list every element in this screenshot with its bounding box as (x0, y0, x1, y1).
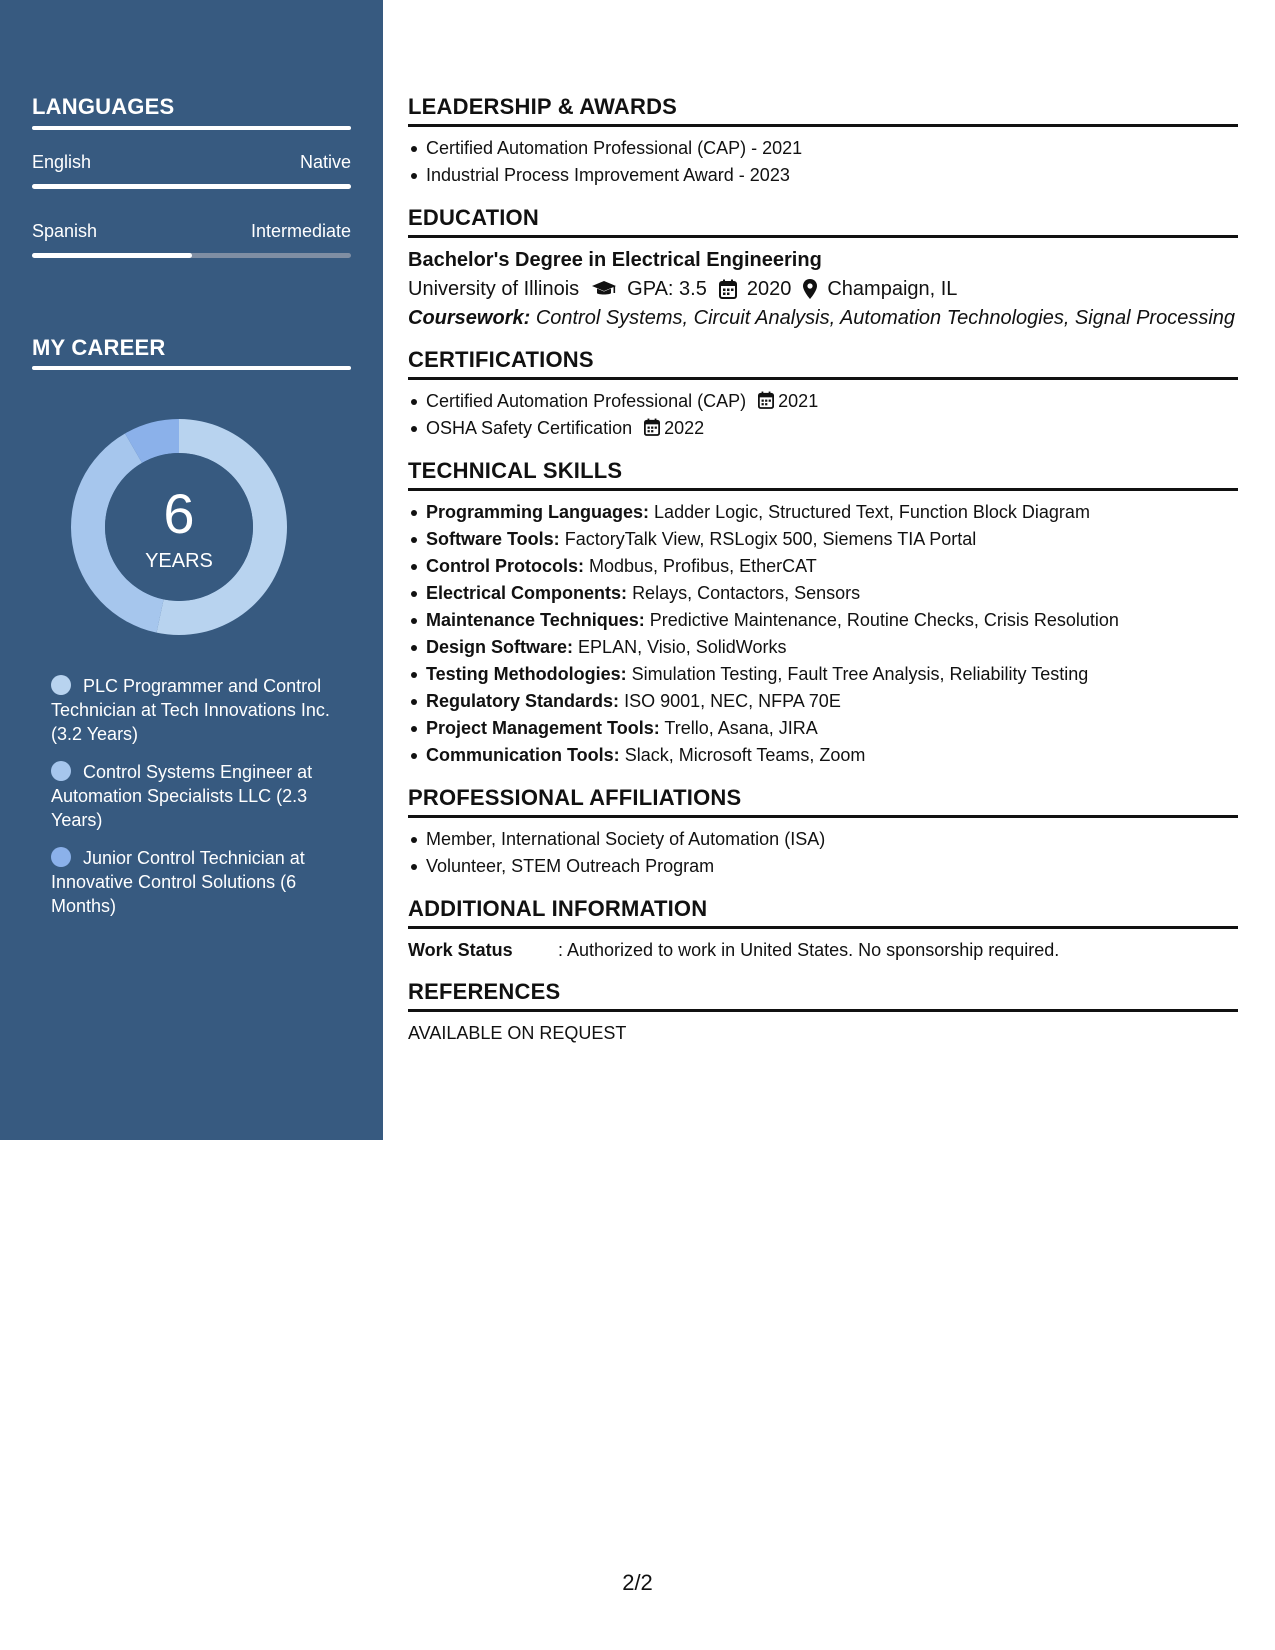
career-item-text: Control Systems Engineer at Automation Specialists LLC (2.3 Years) (51, 762, 313, 830)
section-title: LEADERSHIP & AWARDS (408, 94, 1238, 127)
skill-label: Testing Methodologies: (426, 664, 627, 684)
language-row-spanish (32, 221, 351, 242)
career-item (51, 760, 336, 832)
work-status-row (408, 937, 1238, 963)
skill-item (408, 580, 1238, 607)
section-title: CERTIFICATIONS (408, 347, 1238, 380)
language-row-english (32, 152, 351, 173)
career-donut (66, 414, 292, 640)
references-text: AVAILABLE ON REQUEST (408, 1023, 627, 1043)
career-item-text: PLC Programmer and Control Technician at Tech Innovations Inc. (3.2 Years) (51, 676, 330, 744)
skill-value: Modbus, Profibus, EtherCAT (589, 556, 817, 576)
skill-item (408, 688, 1238, 715)
career-item (51, 674, 336, 746)
certification-item (408, 415, 1238, 442)
sidebar (0, 0, 383, 1140)
skill-label: Design Software: (426, 637, 574, 657)
certification-year: 2022 (664, 418, 705, 438)
skill-item (408, 715, 1238, 742)
skill-item (408, 526, 1238, 553)
leadership-section (408, 94, 1238, 189)
skill-item (408, 499, 1238, 526)
career-heading: MY CAREER (32, 335, 166, 360)
gpa: GPA: 3.5 (627, 278, 707, 300)
certification-name: Certified Automation Professional (CAP) (426, 391, 747, 411)
coursework (408, 306, 1238, 331)
school-location: Champaign, IL (827, 278, 958, 300)
list-item: Member, International Society of Automation (ISA) (408, 826, 1238, 853)
list-item: Industrial Process Improvement Award - 2023 (408, 162, 1238, 189)
legend-dot-icon (51, 675, 71, 695)
main-content (408, 94, 1238, 1062)
skill-value: Trello, Asana, JIRA (664, 718, 818, 738)
skill-item (408, 634, 1238, 661)
career-rule (32, 366, 351, 370)
legend-dot-icon (51, 847, 71, 867)
skill-label: Communication Tools: (426, 745, 620, 765)
certification-name: OSHA Safety Certification (426, 418, 633, 438)
skill-value: Predictive Maintenance, Routine Checks, Crisis Resolution (649, 610, 1119, 630)
coursework-label: Coursework: (408, 307, 531, 329)
section-title: TECHNICAL SKILLS (408, 458, 1238, 491)
language-level: Native (299, 152, 351, 172)
degree-title: Bachelor's Degree in Electrical Engineering (408, 249, 822, 271)
skill-value: EPLAN, Visio, SolidWorks (578, 637, 787, 657)
list-item: Certified Automation Professional (CAP) - 2021 (408, 135, 1238, 162)
language-bar-spanish (32, 253, 351, 258)
education-section (408, 205, 1238, 331)
section-title: ADDITIONAL INFORMATION (408, 896, 1238, 929)
coursework-text: Control Systems, Circuit Analysis, Automation Technologies, Signal Processing (535, 307, 1236, 329)
graduation-year: 2020 (746, 278, 792, 300)
certification-year: 2021 (778, 391, 819, 411)
skill-value: Slack, Microsoft Teams, Zoom (624, 745, 866, 765)
language-bar-english (32, 184, 351, 189)
skill-label: Electrical Components: (426, 583, 628, 603)
calendar-icon (758, 391, 774, 409)
languages-heading: LANGUAGES (32, 94, 175, 119)
skill-label: Project Management Tools: (426, 718, 660, 738)
skill-value: FactoryTalk View, RSLogix 500, Siemens TIA Portal (564, 529, 977, 549)
graduation-cap-icon (591, 280, 617, 298)
skill-label: Software Tools: (426, 529, 560, 549)
skill-value: Relays, Contactors, Sensors (632, 583, 861, 603)
skill-value: ISO 9001, NEC, NFPA 70E (624, 691, 841, 711)
work-status-label: Work Status (408, 940, 513, 960)
work-status-value: : Authorized to work in United States. No sponsorship required. (558, 940, 1060, 960)
list-item: Volunteer, STEM Outreach Program (408, 853, 1238, 880)
page-number: 2/2 (622, 1570, 653, 1595)
career-item (51, 846, 336, 918)
section-title: PROFESSIONAL AFFILIATIONS (408, 785, 1238, 818)
location-pin-icon (803, 279, 817, 299)
language-bar-fill (32, 253, 192, 258)
skill-item (408, 742, 1238, 769)
certifications-section (408, 347, 1238, 442)
references-section (408, 979, 1238, 1046)
school-name: University of Illinois (408, 278, 580, 300)
legend-dot-icon (51, 761, 71, 781)
skill-item (408, 553, 1238, 580)
skill-item (408, 607, 1238, 634)
skill-label: Control Protocols: (426, 556, 584, 576)
language-bar-fill (32, 184, 351, 189)
language-name: English (32, 152, 92, 172)
language-name: Spanish (32, 221, 98, 241)
skill-label: Programming Languages: (426, 502, 650, 522)
career-years-label: YEARS (145, 550, 213, 572)
additional-info-section (408, 896, 1238, 963)
education-details (408, 274, 1238, 304)
skill-label: Regulatory Standards: (426, 691, 620, 711)
section-title: EDUCATION (408, 205, 1238, 238)
career-years-number: 6 (163, 482, 195, 545)
language-level: Intermediate (250, 221, 351, 241)
calendar-icon (644, 418, 660, 436)
skill-value: Simulation Testing, Fault Tree Analysis, Reliability Testing (631, 664, 1089, 684)
career-item-text: Junior Control Technician at Innovative Control Solutions (6 Months) (51, 848, 305, 916)
calendar-icon (719, 279, 737, 299)
certification-item (408, 388, 1238, 415)
skill-value: Ladder Logic, Structured Text, Function Block Diagram (654, 502, 1090, 522)
languages-rule (32, 126, 351, 130)
skill-item (408, 661, 1238, 688)
career-legend (51, 674, 336, 932)
skills-section (408, 458, 1238, 769)
section-title: REFERENCES (408, 979, 1238, 1012)
affiliations-section (408, 785, 1238, 880)
skill-label: Maintenance Techniques: (426, 610, 645, 630)
